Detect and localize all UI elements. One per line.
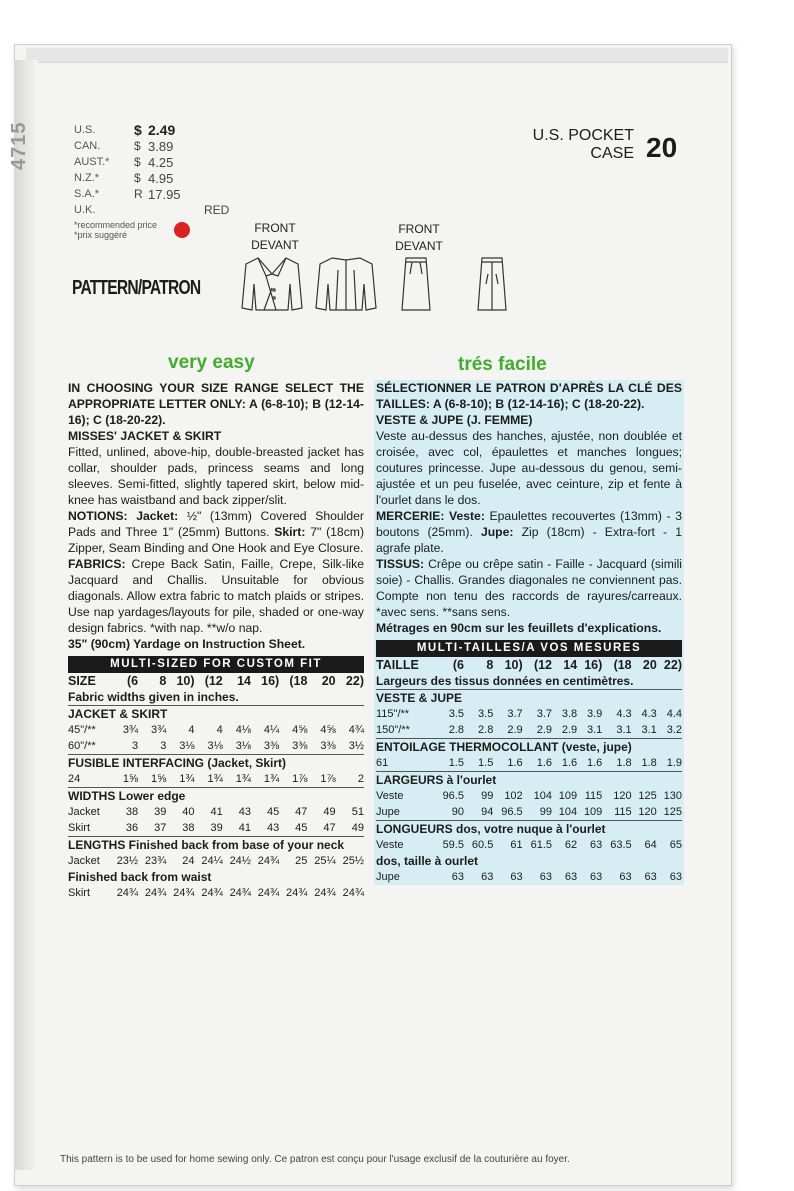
fr-mercerie: MERCERIE: Veste: Epaulettes recouvertes (13mm) - 3 boutons (25mm). Jupe: Zip (18cm) - Extra-fort - 1 agrafe plate. (376, 509, 682, 555)
en-size-table (68, 673, 364, 901)
en-intro: IN CHOOSING YOUR SIZE RANGE SELECT THE APPROPRIATE LETTER ONLY: A (6-8-10); B (12-14-16); C (18-20-22). (68, 381, 364, 427)
fr-intro: SÉLECTIONNER LE PATRON D'APRÈS LA CLÉ DES TAILLES: A (6-8-10); B (12-14-16); C (18-20-22). (376, 381, 682, 411)
table-row: Jupe 63 63 63 63 63 63 63 63 63 (376, 871, 682, 883)
table-row: 61 1.5 1.5 1.6 1.6 1.6 1.6 1.8 1.8 1.9 (376, 757, 682, 769)
envelope-edge (14, 60, 38, 1170)
price-row-sa: S.A.* R 17.95 (74, 186, 181, 202)
en-yardage: 35" (90cm) Yardage on Instruction Sheet. (68, 637, 306, 651)
fr-size-table (376, 657, 682, 885)
en-lengths-title: LENGTHS Finished back from base of your neck (68, 837, 364, 854)
table-row: Jacket 23½ 23¾ 24 24¼ 24½ 24¾ 25 25¼ 25½ (68, 855, 364, 867)
en-fusible-title: FUSIBLE INTERFACING (Jacket, Skirt) (68, 755, 364, 772)
fr-largeurs-title: LARGEURS à l'ourlet (376, 772, 682, 789)
en-widths-title: WIDTHS Lower edge (68, 788, 364, 805)
fr-longueurs-title: LONGUEURS dos, votre nuque à l'ourlet (376, 821, 682, 838)
fr-size-band: MULTI-TAILLES/A VOS MESURES (376, 640, 682, 657)
fr-dos-taille-title: dos, taille à ourlet (376, 854, 479, 868)
jacket-back-icon (316, 258, 376, 310)
envelope-flap (26, 48, 728, 63)
en-from-waist-title: Finished back from waist (68, 870, 212, 884)
footer-notice: This pattern is to be used for home sewing only. Ce patron est conçu pour l'usage exclusif de la couturière au foyer. (60, 1154, 570, 1165)
price-row-us: U.S. $ 2.49 (74, 122, 176, 138)
fr-size-header: TAILLE (6 8 10) (12 14 16) (18 20 22) (376, 658, 682, 672)
fr-entoilage-title: ENTOILAGE THERMOCOLLANT (veste, jupe) (376, 739, 682, 756)
en-title: MISSES' JACKET & SKIRT (68, 429, 222, 443)
jacket-front-label: FRONT DEVANT (251, 221, 299, 252)
jacket-front-icon (242, 258, 302, 310)
red-dot-icon (174, 222, 190, 238)
en-jacket-skirt-title: JACKET & SKIRT (68, 706, 364, 723)
english-heading: very easy (168, 352, 255, 373)
fr-tissus: TISSUS: Crêpe ou crêpe satin - Faille - Jacquard (simili soie) - Challis. Grandes diagonales ne conviennent pas. Compte non tenu des raccords de rayures/carreaux. *avec sens. **sans sens. (376, 557, 682, 619)
pocket-case-label: U.S. POCKET CASE (532, 127, 634, 162)
table-row: 24 1⅝ 1⅝ 1¾ 1¾ 1¾ 1¾ 1⅞ 1⅞ 2 (68, 773, 364, 785)
skirt-back-icon (478, 258, 506, 310)
price-footnotes: *recommended price *prix suggéré (74, 220, 264, 240)
en-description: Fitted, unlined, above-hip, double-breasted jacket has collar, shoulder pads, princess seams and long sleeves. Semi-fitted, slightly tapered skirt, below mid-knee has waistband and back zipper/slit. (68, 445, 364, 507)
table-row: Skirt 36 37 38 39 41 43 45 47 49 (68, 822, 364, 834)
table-row: 45"/** 3¾ 3¾ 4 4 4⅛ 4¼ 4⅝ 4⅝ 4¾ (68, 724, 364, 736)
table-row: Veste 96.5 99 102 104 109 115 120 125 130 (376, 790, 682, 802)
en-notions: NOTIONS: Jacket: ½" (13mm) Covered Shoulder Pads and Three 1" (25mm) Buttons. Skirt: 7" (18cm) Zipper, Seam Binding and One Hook and Eye Closure. (68, 509, 364, 555)
fr-metrages: Métrages en 90cm sur les feuillets d'explications. (376, 621, 662, 635)
table-row: 115"/** 3.5 3.5 3.7 3.7 3.8 3.9 4.3 4.3 4.4 (376, 708, 682, 720)
table-row: 150"/** 2.8 2.8 2.9 2.9 2.9 3.1 3.1 3.1 3.2 (376, 724, 682, 736)
en-size-header: SIZE (6 8 10) (12 14 16) (18 20 22) (68, 674, 364, 688)
table-row: 60"/** 3 3 3⅛ 3⅛ 3⅛ 3⅜ 3⅜ 3⅜ 3½ (68, 740, 364, 752)
skirt-front-label: FRONT DEVANT (395, 222, 443, 253)
skirt-front-icon (402, 258, 430, 310)
table-row: Jupe 90 94 96.5 99 104 109 115 120 125 (376, 806, 682, 818)
table-row: Jacket 38 39 40 41 43 45 47 49 51 (68, 806, 364, 818)
table-row: Skirt 24¾ 24¾ 24¾ 24¾ 24¾ 24¾ 24¾ 24¾ 24¾ (68, 887, 364, 899)
table-row: Veste 59.5 60.5 61 61.5 62 63 63.5 64 65 (376, 839, 682, 851)
price-row-nz: N.Z.* $ 4.95 (74, 170, 174, 186)
price-list (74, 122, 264, 240)
pocket-case-number: 20 (646, 132, 678, 163)
side-pattern-number: 4715 (8, 121, 30, 170)
fr-veste-jupe-title: VESTE & JUPE (376, 690, 682, 707)
english-column (68, 380, 364, 901)
french-heading: trés facile (458, 354, 547, 375)
price-row-aust: AUST.* $ 4.25 (74, 154, 174, 170)
pattern-label: PATTERN/PATRON (72, 277, 201, 299)
price-row-can: CAN. $ 3.89 (74, 138, 174, 154)
fr-description: Veste au-dessus des hanches, ajustée, non doublée et croisée, avec col, épaulettes et manches longues; coutures princesse. Jupe au-dessous du genou, semi-ajustée et un peu fuselée, avec ceinture, zip et fente à l'ourlet dans le dos. (376, 429, 682, 507)
french-column (374, 380, 684, 885)
en-size-band: MULTI-SIZED FOR CUSTOM FIT (68, 656, 364, 673)
en-fabrics: FABRICS: Crepe Back Satin, Faille, Crepe, Silk-like Jacquard and Challis. Unsuitable for obvious diagonals. Allow extra fabric to match plaids or stripes. Use nap yardages/layouts for pile, shaded or one-way design fabrics. *with nap. **w/o nap. (68, 557, 364, 635)
price-row-uk: U.K. RED (74, 203, 230, 217)
garment-illustrations (236, 254, 526, 318)
en-widths-note: Fabric widths given in inches. (68, 690, 239, 704)
fr-widths-note: Largeurs des tissus données en centimètres. (376, 674, 634, 688)
fr-title: VESTE & JUPE (J. FEMME) (376, 413, 533, 427)
